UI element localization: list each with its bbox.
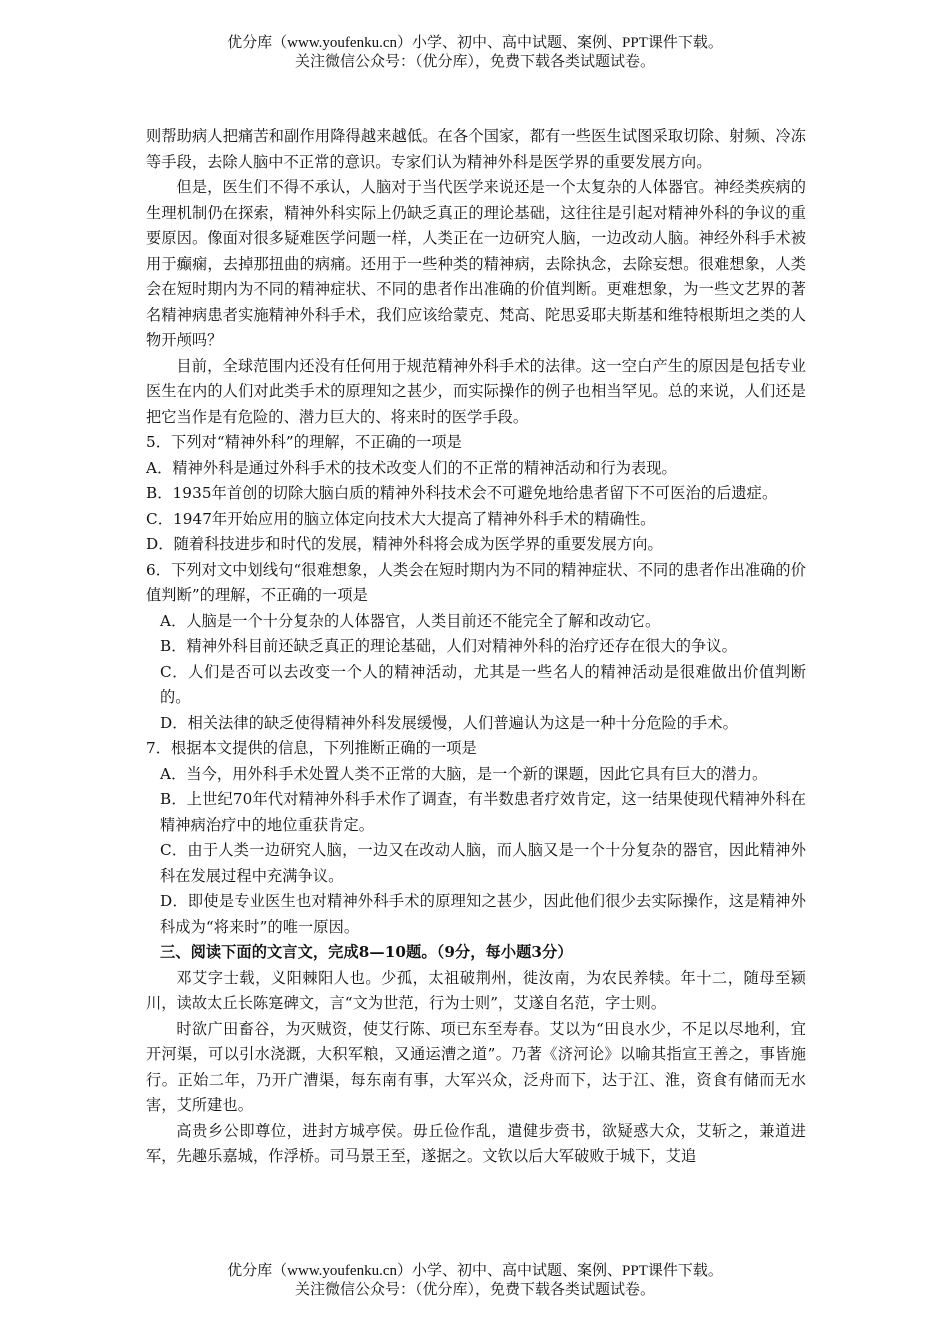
- section-3-range: 8—10: [358, 943, 407, 961]
- section-3-points: （9分，每小题3分）: [436, 943, 573, 961]
- question-5-option-c: C．1947年开始应用的脑立体定向技术大大提高了精神外科手术的精确性。: [146, 509, 656, 528]
- question-7-option-a: A．当今，用外科手术处置人类不正常的大脑，是一个新的课题，因此它具有巨大的潜力。: [160, 764, 768, 783]
- question-7-option-b: B．上世纪70年代对精神外科手术作了调查，有半数患者疗效肯定，这一结果使现代精神外科在精神病治疗中的地位重获肯定。: [160, 790, 806, 834]
- question-7-option-c: C．由于人类一边研究人脑，一边又在改动人脑，而人脑又是一个十分复杂的器官，因此精神外科在发展过程中充满争议。: [160, 841, 806, 885]
- passage-paragraph-1: 则帮助病人把痛苦和副作用降得越来越低。在各个国家，都有一些医生试图采取切除、射频、冷冻等手段，去除人脑中不正常的意识。专家们认为精神外科是医学界的重要发展方向。: [146, 127, 806, 171]
- question-5-option-b: B．1935年首创的切除大脑白质的精神外科技术会不可避免地给患者留下不可医治的后遗症。: [146, 484, 778, 502]
- question-6-option-d: D．相关法律的缺乏使得精神外科发展缓慢，人们普遍认为这是一种十分危险的手术。: [160, 713, 738, 732]
- passage-paragraph-2: 但是，医生们不得不承认，人脑对于当代医学来说还是一个太复杂的人体器官。神经类疾病的生理机制仍在探索，精神外科实际上仍缺乏真正的理论基础，这往往是引起对精神外科的争议的重要原因。像面对很多疑难医学问题一样，人类正在一边研究人脑，一边改动人脑。神经外科手术被用于癫痫，去掉那扭曲的病痛。还用于一些种类的精神病，去除执念，去除妄想。很难想象，人类会在短时期内为不同的精神症状、不同的患者作出准确的价值判断。更难想象，为一些文艺界的著名精神病患者实施精神外科手术，我们应该给蒙克、梵高、陀思妥耶夫斯基和维特根斯坦之类的人物开颅吗？: [146, 178, 806, 349]
- footer-line-2: 关注微信公众号：（优分库），免费下载各类试题试卷。: [294, 1282, 655, 1298]
- question-5-option-a: A．精神外科是通过外科手术的技术改变人们的不正常的精神活动和行为表现。: [146, 458, 677, 477]
- question-5-option-d: D．随着科技进步和时代的发展，精神外科将会成为医学界的重要发展方向。: [146, 535, 663, 553]
- question-5-stem: 5．下列对“精神外科”的理解，不正确的一项是: [146, 433, 462, 451]
- question-7-stem: 7．根据本文提供的信息，下列推断正确的一项是: [146, 739, 477, 757]
- header-line-1: 优分库（www.youfenku.cn）小学、初中、高中试题、案例、PPT课件下载。: [227, 35, 723, 51]
- question-6-option-b: B．精神外科目前还缺乏真正的理论基础，人们对精神外科的治疗还存在很大的争议。: [160, 637, 737, 655]
- classical-paragraph-2: 时欲广田畜谷，为灭贼资，使艾行陈、项已东至寿春。艾以为“田良水少，不足以尽地利，宜开河渠，可以引水浇溉，大积军粮，又通运漕之道”。乃著《济河论》以喻其指宣王善之，事皆施行。正始二年，乃开广漕渠，每东南有事，大军兴众，泛舟而下，达于江、淮，资食有储而无水害，艾所建也。: [146, 1019, 806, 1114]
- section-3-heading: [146, 940, 806, 966]
- footer-line-1: 优分库（www.youfenku.cn）小学、初中、高中试题、案例、PPT课件下载。: [227, 1263, 723, 1279]
- question-7-option-d: D．即使是专业医生也对精神外科手术的原理知之甚少，因此他们很少去实际操作，这是精神外科成为“将来时”的唯一原因。: [160, 892, 806, 936]
- passage-paragraph-3: 目前，全球范围内还没有任何用于规范精神外科手术的法律。这一空白产生的原因是包括专业医生在内的人们对此类手术的原理知之甚少，而实际操作的例子也相当罕见。总的来说，人们还是把它当作是有危险的、潜力巨大的、将来时的医学手段。: [146, 356, 806, 426]
- question-6-option-c: C．人们是否可以去改变一个人的精神活动，尤其是一些名人的精神活动是很难做出价值判断的。: [160, 662, 806, 706]
- section-3-suffix: 题。: [406, 943, 437, 961]
- document-body: [146, 124, 806, 1170]
- classical-paragraph-3: 高贵乡公即尊位，进封方城亭侯。毋丘俭作乱，遣健步赍书，欲疑惑大众，艾斩之，兼道进军，先趣乐嘉城，作浮桥。司马景王至，遂据之。文钦以后大军破败于城下，艾追: [146, 1121, 806, 1165]
- section-3-title: 三、阅读下面的文言文，完成: [160, 943, 359, 961]
- question-6-option-a: A．人脑是一个十分复杂的人体器官，人类目前还不能完全了解和改动它。: [160, 611, 661, 630]
- classical-paragraph-1: 邓艾字士载，义阳棘阳人也。少孤，太祖破荆州，徙汝南，为农民养犊。年十二，随母至颍川，读故太丘长陈寔碑文，言“文为世范，行为士则”，艾遂自名范，字士则。: [146, 968, 806, 1012]
- page-header: [0, 34, 950, 72]
- header-line-2: 关注微信公众号：（优分库），免费下载各类试题试卷。: [294, 54, 655, 70]
- page-footer: [0, 1262, 950, 1300]
- question-6-stem: 6．下列对文中划线句“很难想象，人类会在短时期内为不同的精神症状、不同的患者作出准确的价值判断”的理解，不正确的一项是: [146, 560, 806, 604]
